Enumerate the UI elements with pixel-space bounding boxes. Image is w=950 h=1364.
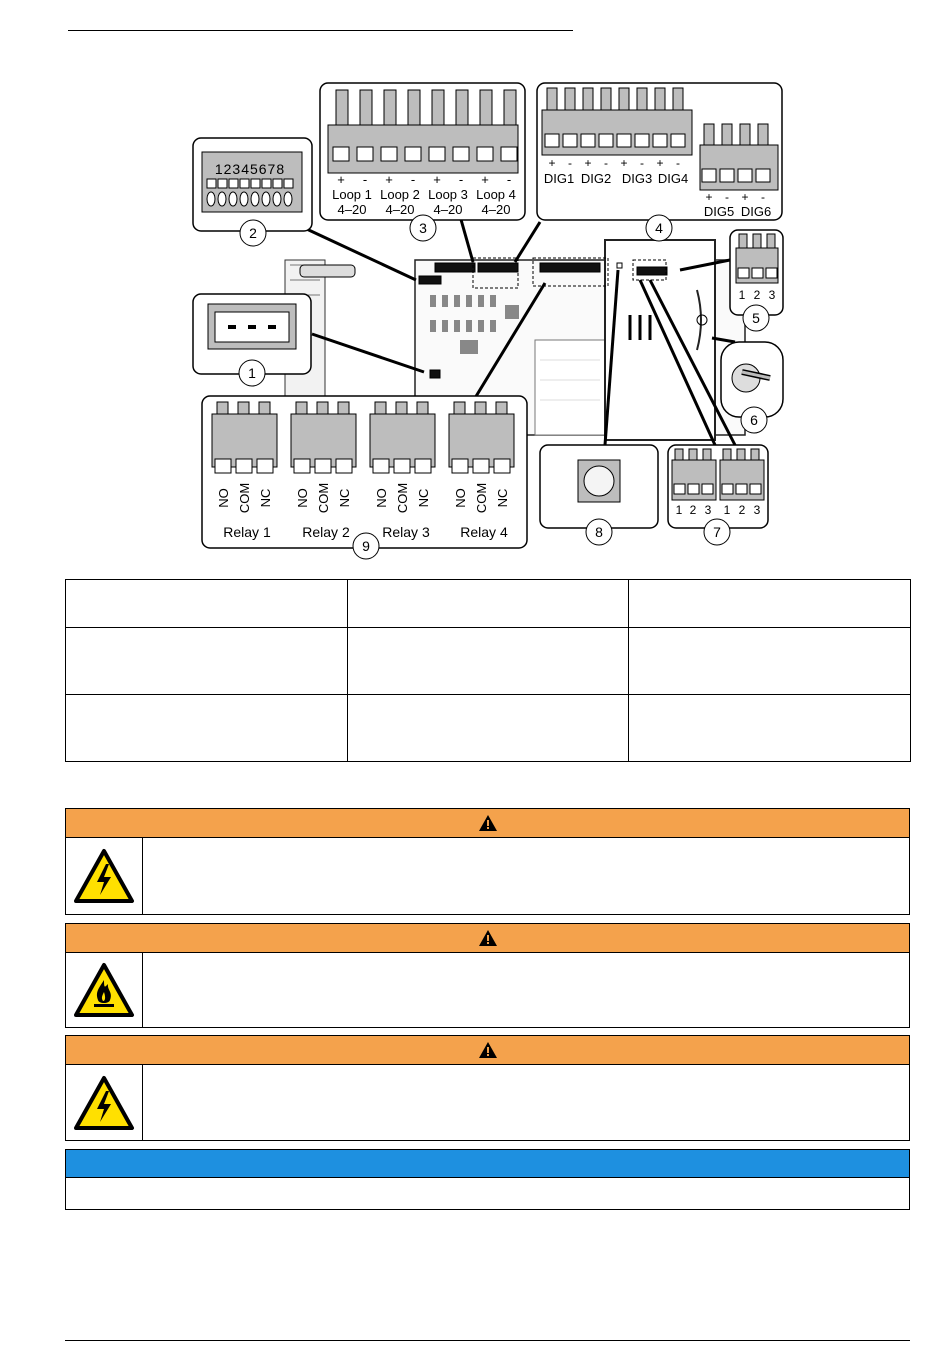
dig56-polarity-3: + (741, 190, 749, 204)
dig5-label: DIG5 (703, 204, 735, 219)
relay4-nc: NC (495, 488, 510, 508)
loop-polarity-1: + (337, 172, 345, 187)
warning-box-electrical (65, 1035, 910, 1141)
relay3-nc: NC (416, 488, 431, 508)
footer-rule (65, 1340, 910, 1341)
relay1-no: NO (216, 488, 231, 508)
warning-header (66, 809, 909, 838)
loop-4-range: 4–20 (481, 202, 511, 217)
notice-box (65, 1149, 910, 1210)
relay-3-label: Relay 3 (382, 524, 430, 540)
dig-polarity-6: - (640, 156, 644, 170)
relay4-com: COM (474, 482, 489, 514)
warning-box-fire (65, 923, 910, 1028)
loop-polarity-5: + (433, 172, 441, 187)
callout-1: 1 (248, 365, 256, 381)
dip-switch-callout (193, 138, 312, 231)
notice-text-cell (66, 1178, 909, 1209)
relay-terminal-callout (202, 396, 527, 548)
legend-table (65, 579, 911, 762)
loop-polarity-2: - (362, 172, 368, 187)
electrical-hazard-icon (73, 848, 135, 904)
dip-switch-numbers: 12345678 (214, 161, 286, 177)
dig-polarity-4: - (604, 156, 608, 170)
relay3-no: NO (374, 488, 389, 508)
electrical-hazard-icon-cell (66, 838, 143, 914)
loop-2-label: Loop 2 (380, 187, 420, 202)
callout7a-terminal-1: 1 (675, 503, 683, 517)
digital-terminal-callout (537, 83, 782, 220)
callout5-terminal-2: 2 (753, 288, 761, 302)
loop-1-range: 4–20 (337, 202, 367, 217)
fire-hazard-icon-cell (66, 953, 143, 1027)
callout7b-terminal-3: 3 (753, 503, 761, 517)
warning-text-cell (143, 1065, 909, 1140)
callout-9: 9 (362, 538, 370, 554)
loop-polarity-7: + (481, 172, 489, 187)
callout5-terminal-3: 3 (768, 288, 776, 302)
callout7a-terminal-2: 2 (689, 503, 697, 517)
dig56-polarity-1: + (705, 190, 713, 204)
relay-1-label: Relay 1 (223, 524, 271, 540)
table-cell (66, 628, 348, 695)
callout7b-terminal-2: 2 (738, 503, 746, 517)
callout7b-terminal-1: 1 (723, 503, 731, 517)
callout5-terminal-1: 1 (738, 288, 746, 302)
callout-3: 3 (419, 220, 427, 236)
table-cell (629, 628, 911, 695)
warning-text-cell (143, 838, 909, 914)
table-cell (629, 580, 911, 628)
relay1-nc: NC (258, 488, 273, 508)
warning-triangle-icon (478, 929, 498, 947)
loop-3-range: 4–20 (433, 202, 463, 217)
dig2-label: DIG2 (580, 171, 612, 186)
loop-polarity-8: - (506, 172, 512, 187)
dig-polarity-7: + (656, 156, 664, 170)
table-cell (629, 695, 911, 762)
loop-terminal-callout (320, 83, 525, 220)
loop-4-label: Loop 4 (476, 187, 516, 202)
fire-hazard-icon (73, 962, 135, 1018)
switch-callout-6 (721, 342, 783, 417)
three-pin-callout-7 (668, 445, 768, 528)
loop-1-label: Loop 1 (332, 187, 372, 202)
loop-2-range: 4–20 (385, 202, 415, 217)
callout-5: 5 (752, 310, 760, 326)
dig-polarity-2: - (568, 156, 572, 170)
table-row (66, 628, 911, 695)
relay1-com: COM (237, 482, 252, 514)
relay2-nc: NC (337, 488, 352, 508)
dig56-polarity-4: - (761, 190, 765, 204)
push-button-callout (540, 445, 658, 528)
relay-2-label: Relay 2 (302, 524, 350, 540)
callout-2: 2 (249, 225, 257, 241)
warning-text-cell (143, 953, 909, 1027)
relay4-no: NO (453, 488, 468, 508)
table-row (66, 580, 911, 628)
dig-polarity-3: + (584, 156, 592, 170)
warning-box-electrical (65, 808, 910, 915)
notice-header (66, 1150, 909, 1178)
wiring-diagram (190, 80, 790, 565)
table-cell (347, 628, 629, 695)
loop-3-label: Loop 3 (428, 187, 468, 202)
dig6-label: DIG6 (740, 204, 772, 219)
warning-header (66, 924, 909, 953)
table-cell (66, 580, 348, 628)
relay2-com: COM (316, 482, 331, 514)
callout7a-terminal-3: 3 (704, 503, 712, 517)
callout-4: 4 (655, 220, 663, 236)
loop-polarity-3: + (385, 172, 393, 187)
three-pin-callout-5 (730, 230, 783, 315)
warning-triangle-icon (478, 814, 498, 832)
table-cell (66, 695, 348, 762)
dig-polarity-8: - (676, 156, 680, 170)
warning-triangle-icon (478, 1041, 498, 1059)
dig1-label: DIG1 (543, 171, 575, 186)
loop-polarity-6: - (458, 172, 464, 187)
callout-6: 6 (750, 412, 758, 428)
relay2-no: NO (295, 488, 310, 508)
callout-8: 8 (595, 524, 603, 540)
warning-header (66, 1036, 909, 1065)
table-row (66, 695, 911, 762)
relay3-com: COM (395, 482, 410, 514)
dig-polarity-1: + (548, 156, 556, 170)
loop-polarity-4: - (410, 172, 416, 187)
table-cell (347, 695, 629, 762)
electrical-hazard-icon-cell (66, 1065, 143, 1140)
callout-7: 7 (713, 524, 721, 540)
electrical-hazard-icon (73, 1075, 135, 1131)
header-rule (68, 30, 573, 31)
table-cell (347, 580, 629, 628)
dig-polarity-5: + (620, 156, 628, 170)
dig56-polarity-2: - (725, 190, 729, 204)
relay-4-label: Relay 4 (460, 524, 508, 540)
dig3-label: DIG3 (621, 171, 653, 186)
dig4-label: DIG4 (657, 171, 689, 186)
